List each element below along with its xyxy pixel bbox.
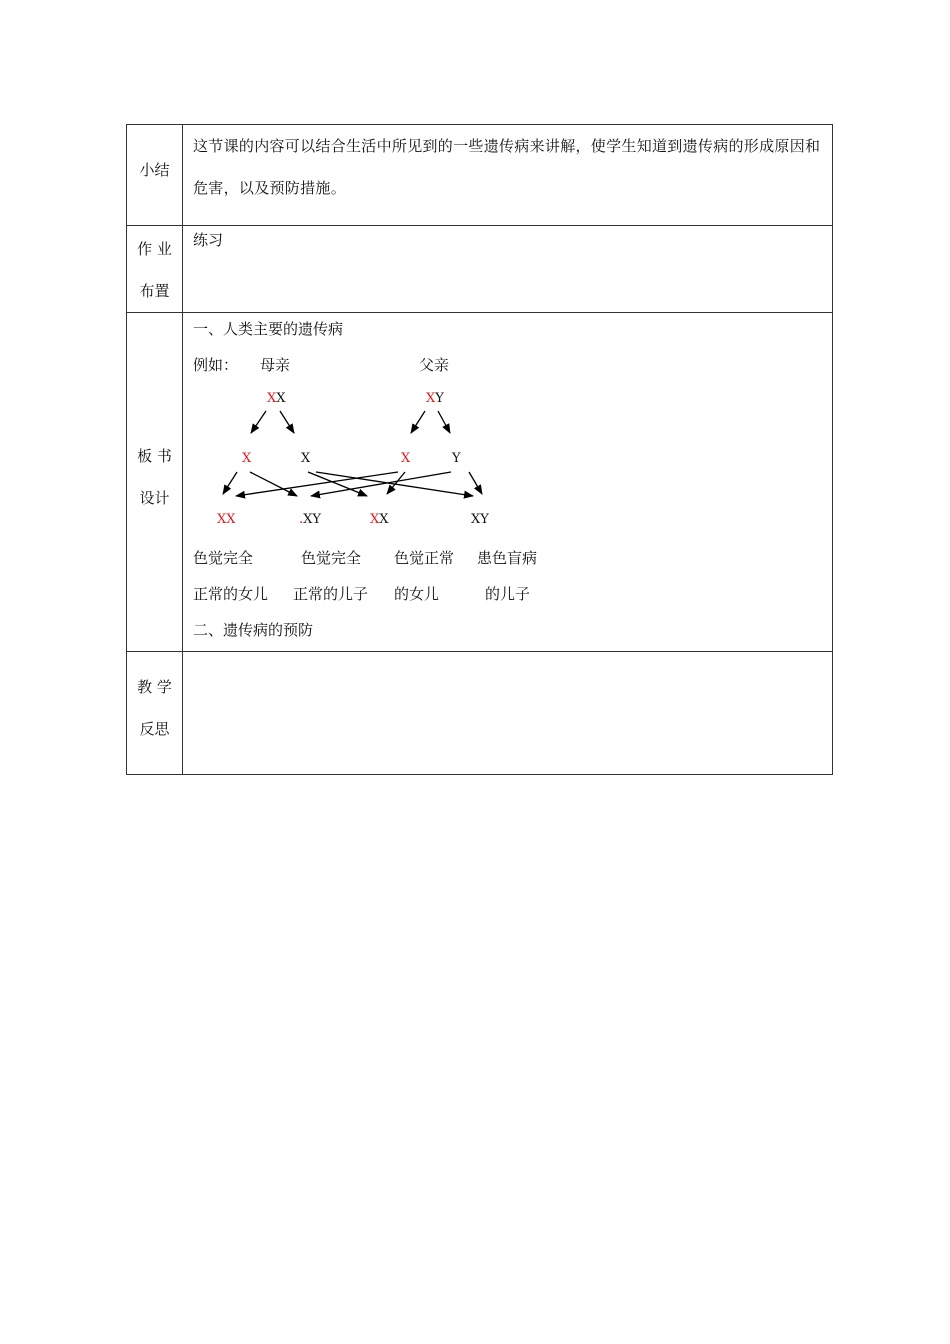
heading-prevention: 二、遗传病的预防 bbox=[193, 621, 314, 639]
homework-row bbox=[127, 226, 833, 313]
offspring-1-desc-line1: 色觉完全 bbox=[193, 549, 254, 567]
offspring-3-desc-line1: 色觉正常 bbox=[394, 549, 455, 567]
offspring-4-desc-line1: 患色盲病 bbox=[477, 549, 538, 567]
offspring-4-desc-line2: 的儿子 bbox=[485, 585, 531, 603]
summary-row bbox=[127, 125, 833, 226]
arrow-mother-to-x1 bbox=[251, 411, 266, 433]
board-design-row bbox=[127, 313, 833, 652]
mother-genotype-red: X bbox=[267, 391, 277, 406]
arrow-father-to-y bbox=[438, 411, 450, 433]
homework-content-cell bbox=[183, 226, 833, 313]
reflection-content-cell bbox=[183, 652, 833, 775]
board-content-cell bbox=[183, 313, 833, 652]
summary-text: 这节课的内容可以结合生活中所见到的一些遗传病来讲解，使学生知道到遗传病的形成原因和危害，以及预防措施。 bbox=[193, 137, 821, 197]
homework-label-cell bbox=[127, 226, 183, 313]
board-diagram bbox=[183, 313, 832, 651]
mother-label: 母亲 bbox=[260, 356, 291, 374]
inheritance-arrows bbox=[183, 313, 833, 651]
reflection-label bbox=[127, 652, 182, 750]
offspring-2-desc-line2: 正常的儿子 bbox=[293, 585, 369, 603]
father-genotype-black: Y bbox=[435, 391, 444, 406]
board-label-line1: 板 书 bbox=[137, 447, 172, 465]
father-genotype-red: X bbox=[426, 391, 436, 406]
offspring-3-desc-line2: 的女儿 bbox=[394, 585, 440, 603]
board-label-line2: 设计 bbox=[139, 489, 170, 507]
example-label: 例如： bbox=[193, 356, 239, 374]
board-label bbox=[127, 313, 182, 519]
father-gamete-1: X bbox=[401, 451, 411, 466]
summary-label-cell bbox=[127, 125, 183, 226]
offspring-1-desc-line2: 正常的女儿 bbox=[193, 585, 269, 603]
arrow-fy-to-xy bbox=[311, 472, 451, 496]
father-gamete-2: Y bbox=[452, 451, 461, 466]
summary-label: 小结 bbox=[139, 161, 170, 179]
homework-label-line1: 作 业 bbox=[137, 240, 172, 258]
offspring-1-genotype: XX bbox=[217, 512, 236, 527]
summary-content-cell bbox=[183, 125, 833, 226]
arrow-mx1-to-xx-red bbox=[223, 472, 237, 494]
arrow-mother-to-x2 bbox=[280, 411, 294, 433]
arrow-fy-to-xy-2 bbox=[469, 472, 482, 494]
offspring-3-genotype: XX bbox=[370, 512, 389, 527]
lesson-plan-table bbox=[126, 124, 833, 775]
mother-gamete-2: X bbox=[301, 451, 311, 466]
reflection-label-cell bbox=[127, 652, 183, 775]
homework-label-line2: 布置 bbox=[139, 282, 170, 300]
mother-genotype-black: X bbox=[276, 391, 286, 406]
reflection-label-line1: 教 学 bbox=[137, 678, 172, 696]
homework-text: 练习 bbox=[193, 231, 224, 249]
reflection-row bbox=[127, 652, 833, 775]
board-label-cell bbox=[127, 313, 183, 652]
father-label: 父亲 bbox=[419, 356, 450, 374]
mother-gamete-1: X bbox=[242, 451, 252, 466]
reflection-label-line2: 反思 bbox=[139, 720, 170, 738]
offspring-2-desc-line1: 色觉完全 bbox=[301, 549, 362, 567]
homework-label bbox=[127, 226, 182, 312]
offspring-2-genotype: .XY bbox=[299, 512, 321, 527]
offspring-4-genotype: XY bbox=[471, 512, 489, 527]
heading-genetic-diseases: 一、人类主要的遗传病 bbox=[193, 320, 344, 338]
arrow-father-to-x bbox=[411, 411, 425, 433]
